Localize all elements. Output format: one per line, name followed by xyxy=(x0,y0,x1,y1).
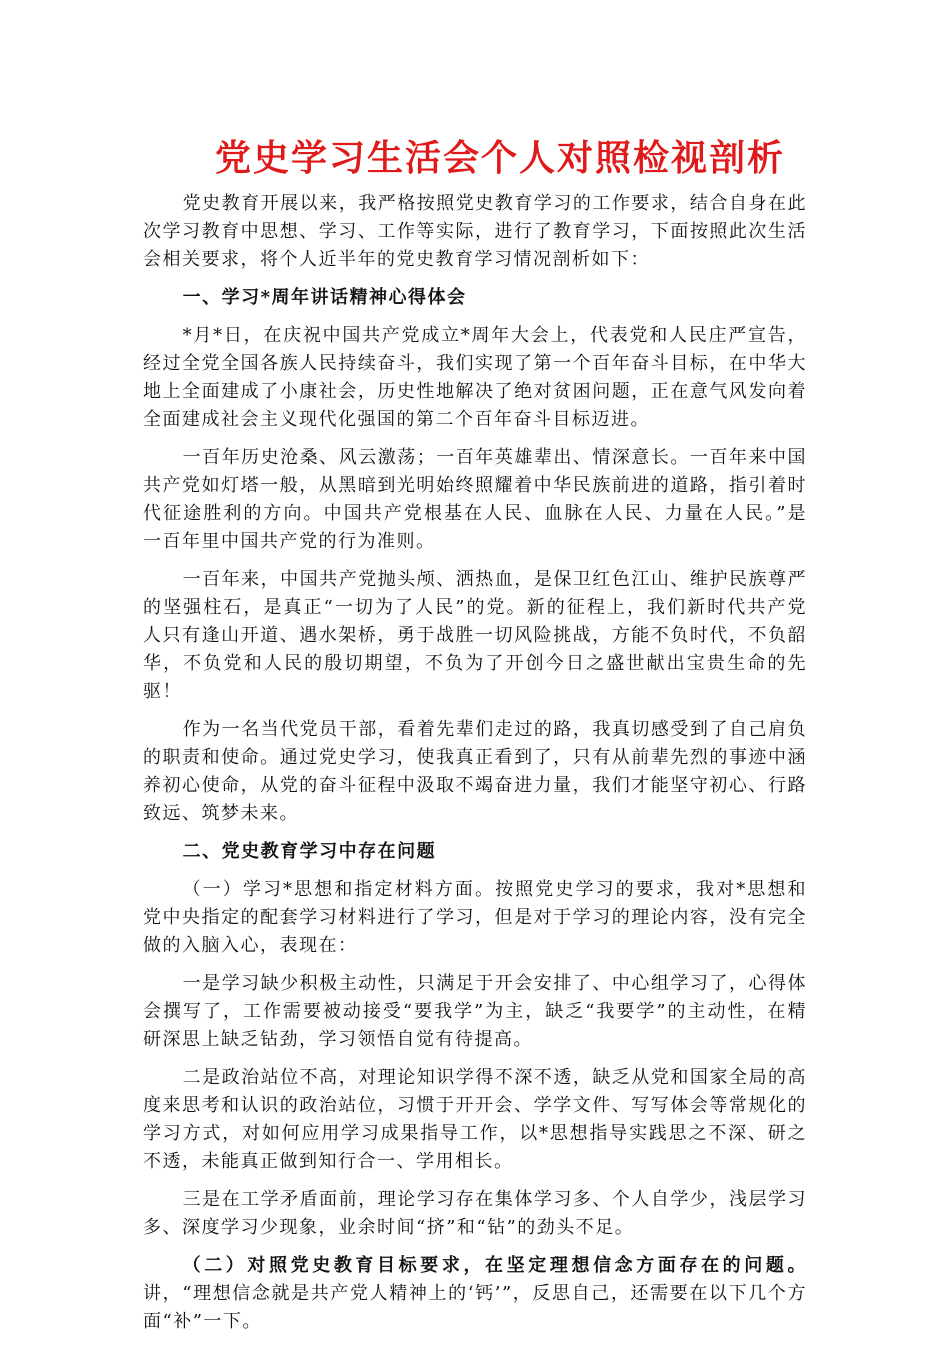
body-paragraph: 作为一名当代党员干部，看着先辈们走过的路，我真切感受到了自己肩负的职责和使命。通过党史学习，使我真正看到了，只有从前辈先烈的事迹中涵养初心使命，从党的奋斗征程中汲取不竭奋进力量，我们才能坚守初心、行路致远、筑梦未来。 xyxy=(143,719,807,824)
section-heading-1: 一、学习*周年讲话精神心得体会 xyxy=(182,287,467,308)
intro-paragraph: 党史教育开展以来，我严格按照党史教育学习的工作要求，结合自身在此次学习教育中思想、学习、工作等实际，进行了教育学习，下面按照此次生活会相关要求，将个人近半年的党史教育学习情况剖析如下： xyxy=(143,193,807,270)
body-paragraph: 一百年来，中国共产党抛头颅、洒热血，是保卫红色江山、维护民族尊严的坚强柱石，是真正“一切为了人民”的党。新的征程上，我们新时代共产党人只有逢山开道、遇水架桥，勇于战胜一切风险挑战，方能不负时代，不负韶华，不负党和人民的殷切期望，不负为了开创今日之盛世献出宝贵生命的先驱！ xyxy=(143,569,807,702)
document-title: 党史学习生活会个人对照检视剖析 xyxy=(214,137,785,179)
subsection-heading: （二）对照党史教育目标要求，在坚定理想信念方面存在的问题。 xyxy=(182,1255,807,1276)
document-body xyxy=(143,190,807,1346)
body-paragraph: 一百年历史沧桑、风云激荡；一百年英雄辈出、情深意长。一百年来中国共产党如灯塔一般，从黑暗到光明始终照耀着中华民族前进的道路，指引着时代征途胜利的方向。中国共产党根基在人民、血脉在人民、力量在人民。”是一百年里中国共产党的行为准则。 xyxy=(143,447,807,552)
body-paragraph: 二是政治站位不高，对理论知识学得不深不透，缺乏从党和国家全局的高度来思考和认识的政治站位，习惯于开开会、学学文件、写写体会等常规化的学习方式，对如何应用学习成果指导工作，以*思想指导实践思之不深、研之不透，未能真正做到知行合一、学用相长。 xyxy=(143,1067,807,1172)
section-heading-2: 二、党史教育学习中存在问题 xyxy=(182,841,437,862)
body-paragraph: （一）学习*思想和指定材料方面。按照党史学习的要求，我对*思想和党中央指定的配套学习材料进行了学习，但是对于学习的理论内容，没有完全做的入脑入心，表现在： xyxy=(143,879,807,956)
body-paragraph: 三是在工学矛盾面前，理论学习存在集体学习多、个人自学少，浅层学习多、深度学习少现象，业余时间“挤”和“钻”的劲头不足。 xyxy=(143,1189,807,1238)
mixed-paragraph xyxy=(143,1252,807,1336)
body-paragraph: *月*日，在庆祝中国共产党成立*周年大会上，代表党和人民庄严宣告，经过全党全国各族人民持续奋斗，我们实现了第一个百年奋斗目标，在中华大地上全面建成了小康社会，历史性地解决了绝对贫困问题，正在意气风发向着全面建成社会主义现代化强国的第二个百年奋斗目标迈进。 xyxy=(143,325,807,430)
body-paragraph: 一是学习缺少积极主动性，只满足于开会安排了、中心组学习了，心得体会撰写了，工作需要被动接受“要我学”为主，缺乏“我要学”的主动性，在精研深思上缺乏钻劲，学习领悟自觉有待提高。 xyxy=(143,973,807,1050)
mixed-paragraph-text: 讲，“理想信念就是共产党人精神上的‘钙’”，反思自己，还需要在以下几个方面“补”一下。 xyxy=(143,1283,807,1332)
